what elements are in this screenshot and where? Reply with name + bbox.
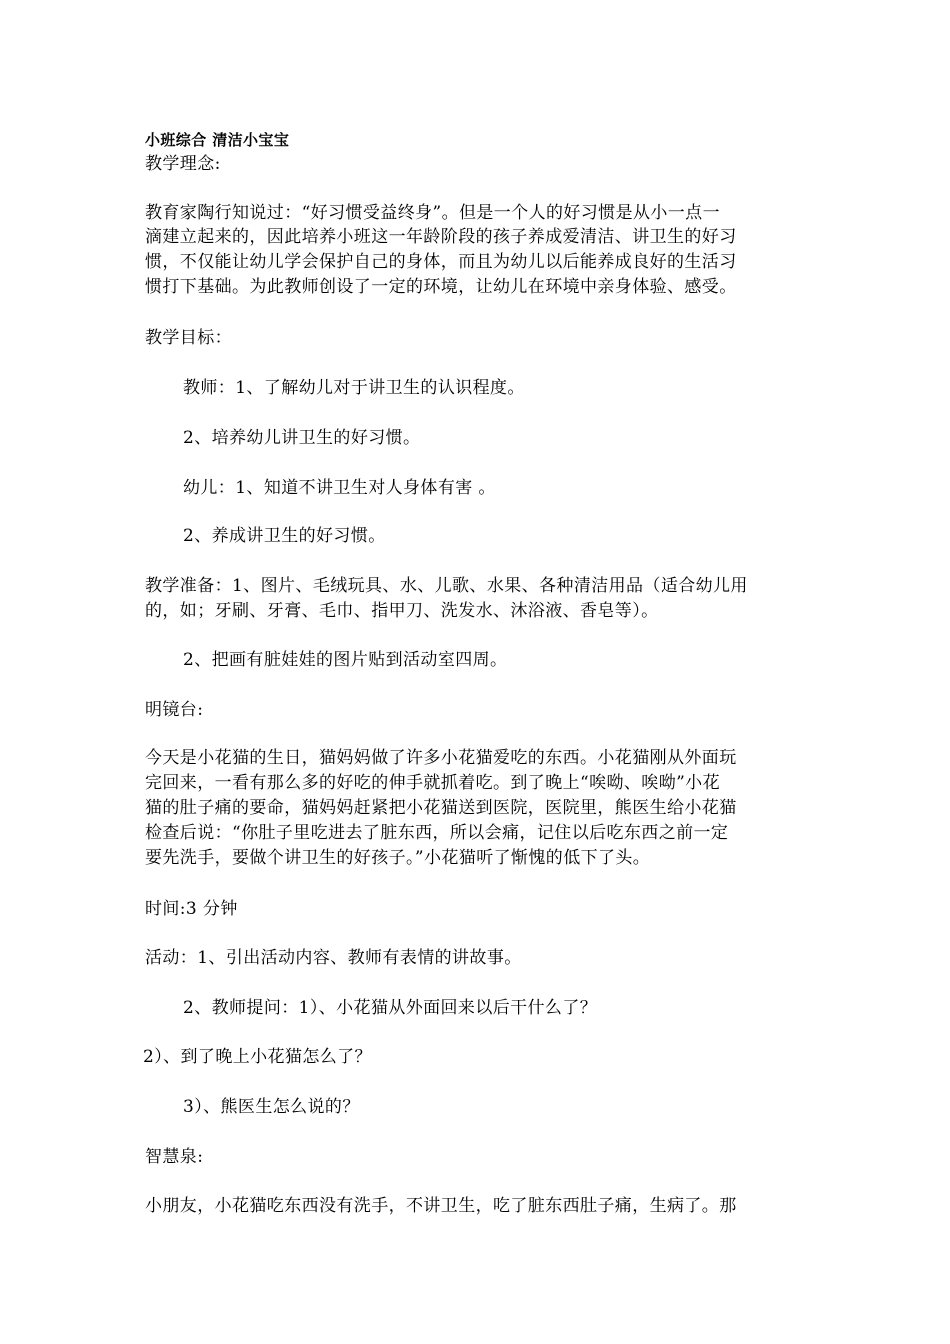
philosophy-line: 惯，不仅能让幼儿学会保护自己的身体，而且为幼儿以后能养成良好的生活习 <box>145 252 737 272</box>
zhihuiquan-heading: 智慧泉: <box>145 1147 204 1167</box>
mingjingtai-heading: 明镜台: <box>145 700 204 720</box>
story-line: 猫的肚子痛的要命，猫妈妈赶紧把小花猫送到医院，医院里，熊医生给小花猫 <box>145 798 737 818</box>
story-line: 检查后说：“你肚子里吃进去了脏东西，所以会痛，记住以后吃东西之前一定 <box>145 823 729 843</box>
goals-heading: 教学目标： <box>145 328 232 348</box>
philosophy-line: 惯打下基础。为此教师创设了一定的环境，让幼儿在环境中亲身体验、感受。 <box>145 277 737 297</box>
prep-line: 的，如；牙刷、牙膏、毛巾、指甲刀、洗发水、沐浴液、香皂等）。 <box>145 601 659 621</box>
philosophy-line: 滴建立起来的，因此培养小班这一年龄阶段的孩子养成爱清洁、讲卫生的好习 <box>145 227 737 247</box>
goal-child-2: 2、养成讲卫生的好习惯。 <box>183 526 386 546</box>
prep-line: 教学准备：1、图片、毛绒玩具、水、儿歌、水果、各种清洁用品（适合幼儿用 <box>145 576 748 596</box>
philosophy-heading: 教学理念: <box>145 154 221 174</box>
story-line: 今天是小花猫的生日，猫妈妈做了许多小花猫爱吃的东西。小花猫刚从外面玩 <box>145 748 737 768</box>
goal-child-1: 幼儿：1、知道不讲卫生对人身体有害 。 <box>183 478 496 498</box>
document-title: 小班综合 清洁小宝宝 <box>145 131 290 149</box>
prep-2: 2、把画有脏娃娃的图片贴到活动室四周。 <box>183 650 508 670</box>
goal-teacher-1: 教师：1、了解幼儿对于讲卫生的认识程度。 <box>183 378 525 398</box>
activity-1: 活动：1、引出活动内容、教师有表情的讲故事。 <box>145 948 522 968</box>
goal-teacher-2: 2、培养幼儿讲卫生的好习惯。 <box>183 428 421 448</box>
story-line: 完回来，一看有那么多的好吃的伸手就抓着吃。到了晚上“唉呦、唉呦”小花 <box>145 773 720 793</box>
activity-2: 2、教师提问：1）、小花猫从外面回来以后干什么了？ <box>183 998 598 1018</box>
story-line: 要先洗手，要做个讲卫生的好孩子。”小花猫听了惭愧的低下了头。 <box>145 848 651 868</box>
activity-question-2: 2）、到了晚上小花猫怎么了？ <box>143 1047 372 1067</box>
time-line: 时间:3 分钟 <box>145 899 238 919</box>
philosophy-line: 教育家陶行知说过：“好习惯受益终身”。但是一个人的好习惯是从小一点一 <box>145 203 720 223</box>
closing-line: 小朋友，小花猫吃东西没有洗手，不讲卫生，吃了脏东西肚子痛，生病了。那 <box>145 1196 737 1216</box>
activity-question-3: 3）、熊医生怎么说的？ <box>183 1097 360 1117</box>
